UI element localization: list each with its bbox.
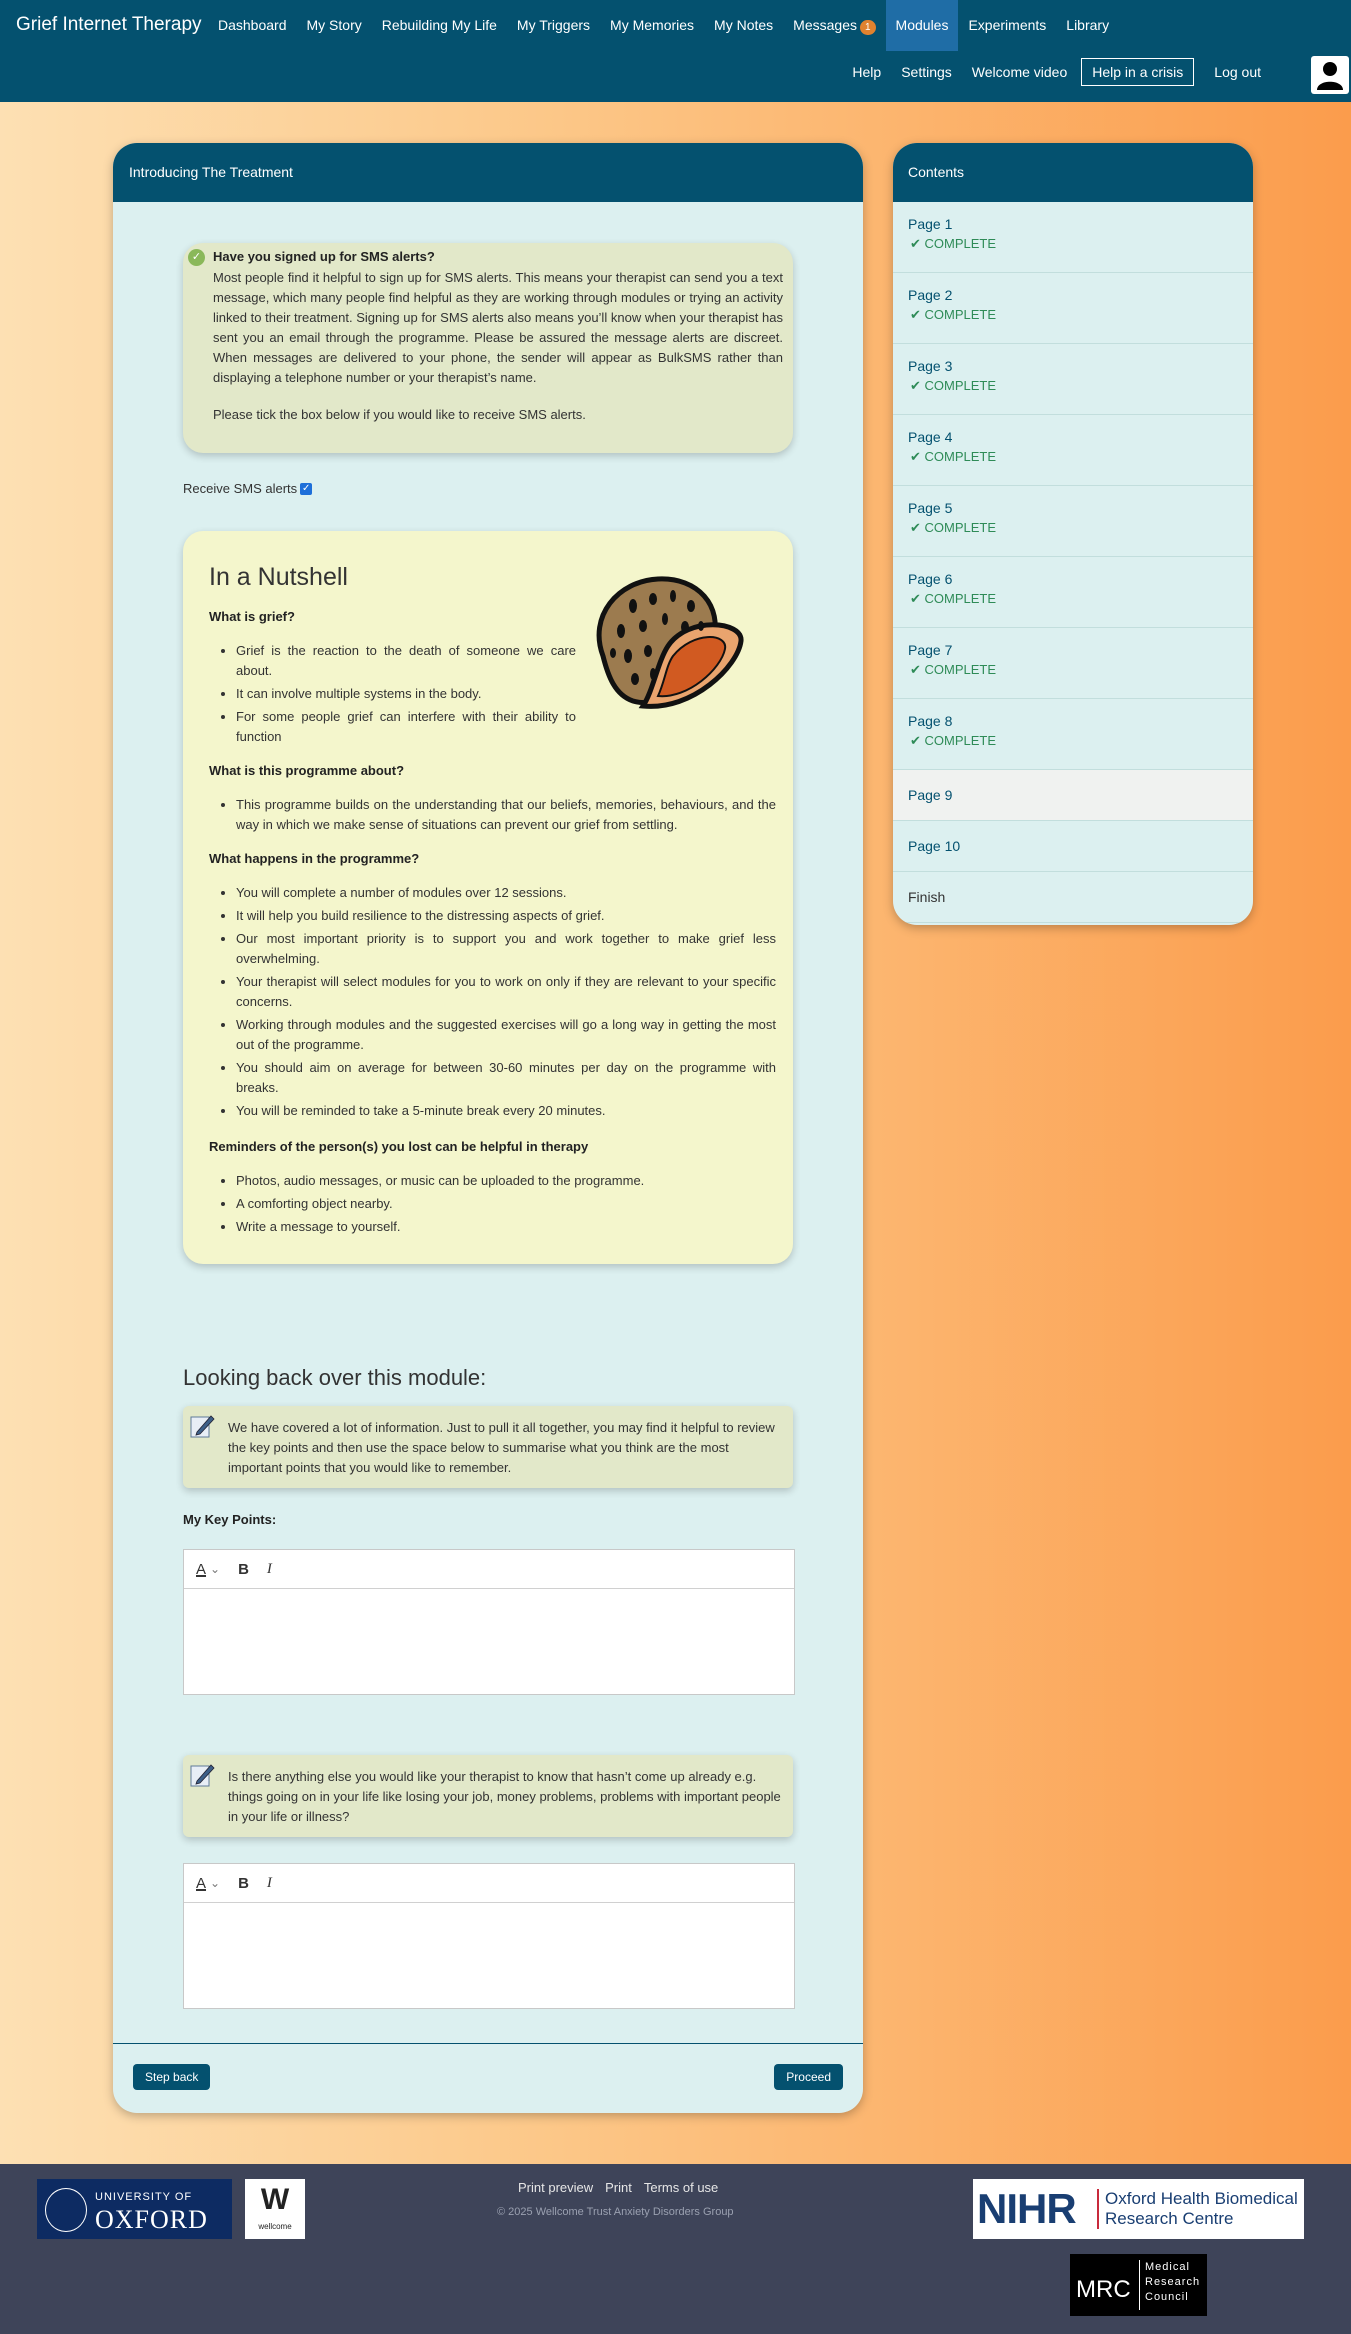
nutshell-title: In a Nutshell [209,563,348,591]
app-brand[interactable]: Grief Internet Therapy [16,14,202,35]
receive-sms-row [183,481,793,496]
section-programme-about: What is this programme about? [209,763,405,778]
list-item: • Grief is the reaction to the death of someone we care about. [236,641,576,681]
list-item: • Photos, audio messages, or music can be uploaded to the programme. [236,1171,776,1191]
contents-page-3[interactable] [893,344,1253,415]
nav-messages[interactable] [783,0,885,51]
list-item: • It can involve multiple systems in the body. [236,684,576,704]
contents-page-5[interactable] [893,486,1253,557]
receive-sms-label: Receive SMS alerts [183,481,298,496]
proceed-button[interactable]: Proceed [774,2064,843,2090]
grief-list [209,641,576,750]
wellcome-logo-mark: W [260,2183,290,2216]
help-in-crisis-button[interactable]: Help in a crisis [1081,58,1194,86]
complete-status [910,236,996,252]
list-item: • You should aim on average for between 30-60 minutes per day on the programme with breaks. [236,1058,776,1098]
module-card [113,143,863,2113]
nav-my-triggers[interactable]: My Triggers [516,17,591,33]
page-label: Page 5 [908,500,953,516]
sms-alert-instruction: Please tick the box below if you would like to receive SMS alerts. [213,407,586,422]
complete-label: COMPLETE [924,236,997,251]
list-item: • This programme builds on the understanding that our beliefs, memories, behaviours, and the way in which we make sense of situations can prevent our grief from settling. [236,795,776,835]
list-item: • A comforting object nearby. [236,1194,776,1214]
contents-page-7[interactable] [893,628,1253,699]
top-navbar [0,0,1351,102]
complete-status [910,378,996,394]
summary-info-box [183,1406,793,1488]
mrc-logo [1070,2254,1207,2316]
oxford-logo [37,2179,232,2239]
mrc-text-line: Research [1145,2276,1201,2288]
anything-else-editor[interactable] [183,1863,795,2009]
list-item: • Working through modules and the suggested exercises will go a long way in getting the most out of the programme. [236,1015,776,1055]
terms-link[interactable]: Terms of use [643,2180,719,2195]
walnut-illustration [573,561,753,721]
mrc-text-line: Council [1145,2291,1189,2303]
list-item: • It will help you build resilience to the distressing aspects of grief. [236,906,776,926]
key-points-editor[interactable] [183,1549,795,1695]
page-label: Page 8 [908,713,953,729]
check-icon: ✔ [910,662,921,677]
nav-modules[interactable]: Modules [886,0,959,51]
page-label: Page 7 [908,642,953,658]
summary-info-text: We have covered a lot of information. Just to pull it all together, you may find it helpful to review the key points and then use the space below to summarise what you think are the most important points that you would like to remember. [228,1420,775,1475]
secondary-nav [832,58,1261,86]
print-link[interactable]: Print [605,2180,632,2195]
mrc-logo-text [1145,2260,1200,2305]
settings-link[interactable]: Settings [901,64,952,80]
complete-label: COMPLETE [924,662,997,677]
nutshell-box [183,531,793,1264]
font-color-icon[interactable]: A [196,1874,207,1892]
checkmark-circle-icon: ✓ [188,249,205,266]
sms-alert-title: Have you signed up for SMS alerts? [213,249,435,264]
check-icon: ✔ [910,378,921,393]
oxford-crest-icon [45,2188,87,2232]
page-label: Page 3 [908,358,953,374]
contents-page-9[interactable] [893,770,1253,821]
check-icon: ✔ [910,236,921,251]
chevron-down-icon[interactable]: ⌄ [210,1562,221,1576]
copyright: © 2025 Wellcome Trust Anxiety Disorders Group [497,2206,734,2218]
reminders-list [209,1171,776,1240]
messages-badge: 1 [860,20,876,35]
user-avatar-icon[interactable] [1311,56,1349,94]
wellcome-logo-text: wellcome [258,2222,292,2231]
key-points-label: My Key Points: [183,1512,277,1527]
complete-status [910,662,996,678]
sms-alert-text: Most people find it helpful to sign up for SMS alerts. This means your therapist can send you a text message, which many people find helpful as they are working through modules or trying an activity linked to their treatment. Signing up for SMS alerts also means you’ll know when your therapist has sent you an email through the programme. Please be assured the message alerts are discreet. When messages are delivered to your phone, the sender will appear as BulkSMS rather than displaying a telephone number or your therapist’s name. [213,270,783,385]
mrc-divider [1139,2260,1140,2310]
print-preview-link[interactable]: Print preview [518,2180,594,2195]
bold-icon[interactable]: B [238,1560,249,1578]
complete-status [910,591,996,607]
page-label: Page 1 [908,216,953,232]
nav-experiments[interactable]: Experiments [968,17,1047,33]
page-label: Page 10 [908,838,961,854]
nav-my-notes[interactable]: My Notes [714,17,774,33]
site-footer [0,2164,1351,2334]
complete-label: COMPLETE [924,520,997,535]
page-label: Page 6 [908,571,953,587]
oxford-logo-small: UNIVERSITY OF [95,2191,193,2203]
nihr-logo [973,2179,1304,2239]
step-back-button[interactable]: Step back [133,2064,210,2090]
check-icon: ✔ [910,520,921,535]
sms-alert-box [183,243,793,453]
complete-label: COMPLETE [924,307,997,322]
main-nav [208,0,1119,51]
anything-else-info-box [183,1755,793,1837]
list-item: • You will complete a number of modules over 12 sessions. [236,883,776,903]
contents-page-8[interactable] [893,699,1253,770]
module-footer [113,2043,863,2113]
receive-sms-checkbox[interactable]: ✓ [301,482,311,494]
anything-else-text: Is there anything else you would like your therapist to know that hasn’t come up already e.g. things going on in your life like losing your job, money problems, problems with important people in your life or illness? [228,1769,781,1824]
page-label: Page 4 [908,429,953,445]
contents-panel [893,143,1253,925]
looking-back-heading: Looking back over this module: [183,1365,487,1390]
editor-toolbar [184,1864,794,1903]
module-title: Introducing The Treatment [113,143,863,202]
check-icon: ✔ [910,307,921,322]
list-item: • Your therapist will select modules for you to work on only if they are relevant to your specific concerns. [236,972,776,1012]
list-item: • Our most important priority is to support you and work together to make grief less overwhelming. [236,929,776,969]
nihr-text-line: Research Centre [1105,2209,1234,2228]
font-color-icon[interactable]: A [196,1560,207,1578]
complete-label: COMPLETE [924,591,997,606]
italic-icon[interactable]: I [266,1874,272,1891]
nav-my-memories[interactable]: My Memories [610,17,695,33]
complete-label: COMPLETE [924,733,997,748]
complete-label: COMPLETE [924,378,997,393]
nav-messages-label: Messages [793,17,857,33]
what-happens-list [209,883,776,1124]
check-icon: ✔ [910,733,921,748]
check-icon: ✔ [910,591,921,606]
pen-notepad-icon [189,1413,215,1439]
nav-library[interactable]: Library [1066,17,1110,33]
pen-notepad-icon [189,1762,215,1788]
nihr-divider [1097,2189,1099,2229]
oxford-logo-big: OXFORD [95,2205,208,2234]
chevron-down-icon[interactable]: ⌄ [210,1876,221,1890]
bold-icon[interactable]: B [238,1874,249,1892]
complete-status [910,520,996,536]
logout-link[interactable]: Log out [1214,64,1261,80]
contents-title: Contents [893,143,1253,202]
page-label: Page 9 [908,787,953,803]
section-what-is-grief: What is grief? [209,609,295,624]
complete-status [910,449,996,465]
complete-status [910,733,996,749]
contents-page-2[interactable] [893,273,1253,344]
complete-status [910,307,996,323]
nihr-text-line: Oxford Health Biomedical [1105,2189,1298,2208]
mrc-logo-mark: MRC [1076,2276,1131,2303]
contents-finish[interactable] [893,872,1253,923]
contents-page-1[interactable] [893,202,1253,273]
nihr-logo-mark: NIHR [977,2185,1076,2232]
contents-page-6[interactable] [893,557,1253,628]
italic-icon[interactable]: I [266,1560,272,1577]
section-what-happens: What happens in the programme? [209,851,420,866]
nav-dashboard[interactable]: Dashboard [218,17,287,33]
contents-page-10[interactable] [893,821,1253,872]
page-label: Page 2 [908,287,953,303]
footer-links [518,2180,730,2195]
editor-toolbar [184,1550,794,1589]
list-item: • You will be reminded to take a 5-minute break every 20 minutes. [236,1101,776,1121]
nav-rebuilding-my-life[interactable]: Rebuilding My Life [381,17,497,33]
section-reminders: Reminders of the person(s) you lost can be helpful in therapy [209,1139,589,1154]
welcome-video-link[interactable]: Welcome video [971,64,1068,80]
nihr-logo-text [1105,2189,1298,2229]
programme-list [209,795,776,838]
list-item: • Write a message to yourself. [236,1217,776,1237]
contents-page-4[interactable] [893,415,1253,486]
check-icon: ✔ [910,449,921,464]
nav-my-story[interactable]: My Story [306,17,362,33]
help-link[interactable]: Help [852,64,882,80]
finish-label: Finish [908,889,946,905]
wellcome-logo [245,2179,305,2239]
list-item: • For some people grief can interfere with their ability to function [236,707,576,747]
complete-label: COMPLETE [924,449,997,464]
mrc-text-line: Medical [1145,2261,1190,2273]
